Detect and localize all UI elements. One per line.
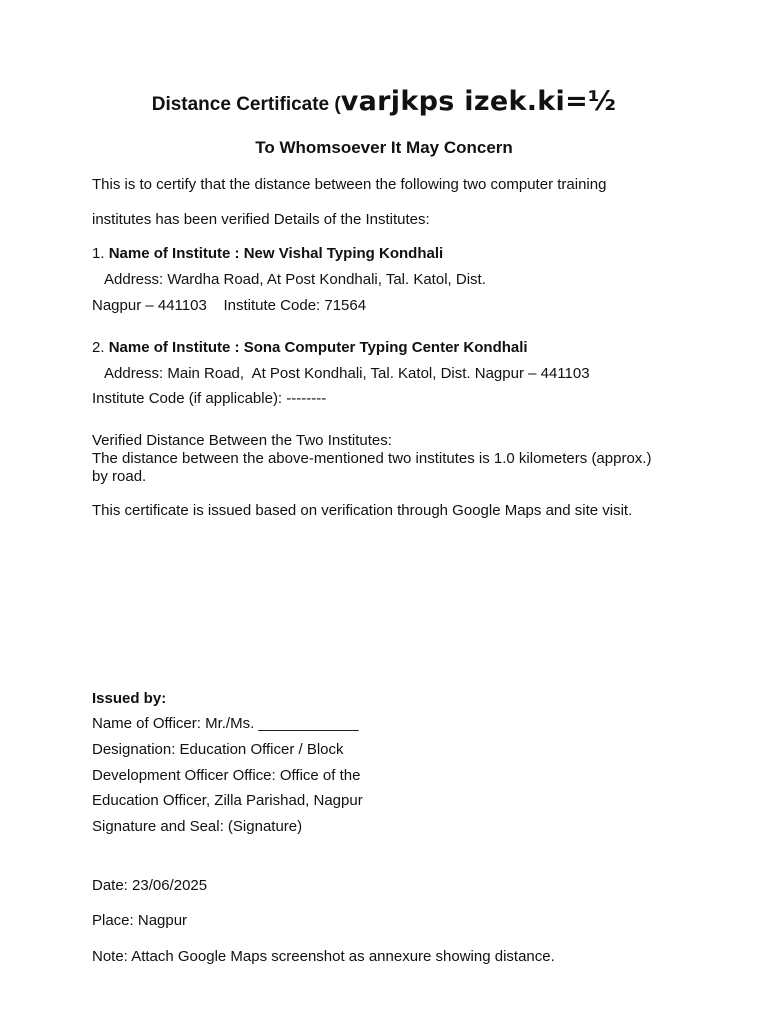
institute-1-heading [92,245,443,263]
issue-date: Date: 23/06/2025 [92,877,208,894]
institute-2-name: Name of Institute : Sona Computer Typing Center Kondhali [108,339,528,356]
institute-2-heading [92,339,528,357]
institute-1-address-code: Nagpur – 441103 Institute Code: 71564 [92,297,367,314]
verification-line-1: The distance between the above-mentioned two institutes is 1.0 kilometers (approx.) [92,450,652,467]
document-subtitle: To Whomsoever It May Concern [255,138,513,157]
intro-line-1: This is to certify that the distance between the following two computer training [92,176,607,193]
issued-by-heading: Issued by: [92,690,167,707]
institute-1-address: Address: Wardha Road, At Post Kondhali, Tal. Katol, Dist. [104,271,486,288]
issue-place: Place: Nagpur [92,912,188,929]
institute-2-code: Institute Code (if applicable): -------- [92,390,327,407]
annexure-note: Note: Attach Google Maps screenshot as annexure showing distance. [92,948,555,965]
title-english: Distance Certificate ( [151,94,341,115]
title-devanagari-legacy: varjkps izek.ki=½ [340,86,617,117]
verification-line-2: by road. [92,468,147,485]
designation-line-3: Education Officer, Zilla Parishad, Nagpur [92,792,363,809]
verification-heading: Verified Distance Between the Two Institutes: [92,432,392,449]
institute-1-name: Name of Institute : New Vishal Typing Kondhali [108,245,444,262]
institute-2-address: Address: Main Road, At Post Kondhali, Tal. Katol, Dist. Nagpur – 441103 [104,365,590,382]
intro-line-2: institutes has been verified Details of the Institutes: [92,211,430,228]
document-title [0,86,768,117]
verification-basis: This certificate is issued based on verification through Google Maps and site visit. [92,502,633,519]
officer-name: Name of Officer: Mr./Ms. ____________ [92,715,359,732]
institute-2-number: 2. [92,339,109,356]
designation-line-1: Designation: Education Officer / Block [92,741,344,758]
institute-1-number: 1. [92,245,109,262]
designation-line-2: Development Officer Office: Office of the [92,767,361,784]
signature-line: Signature and Seal: (Signature) [92,818,303,835]
